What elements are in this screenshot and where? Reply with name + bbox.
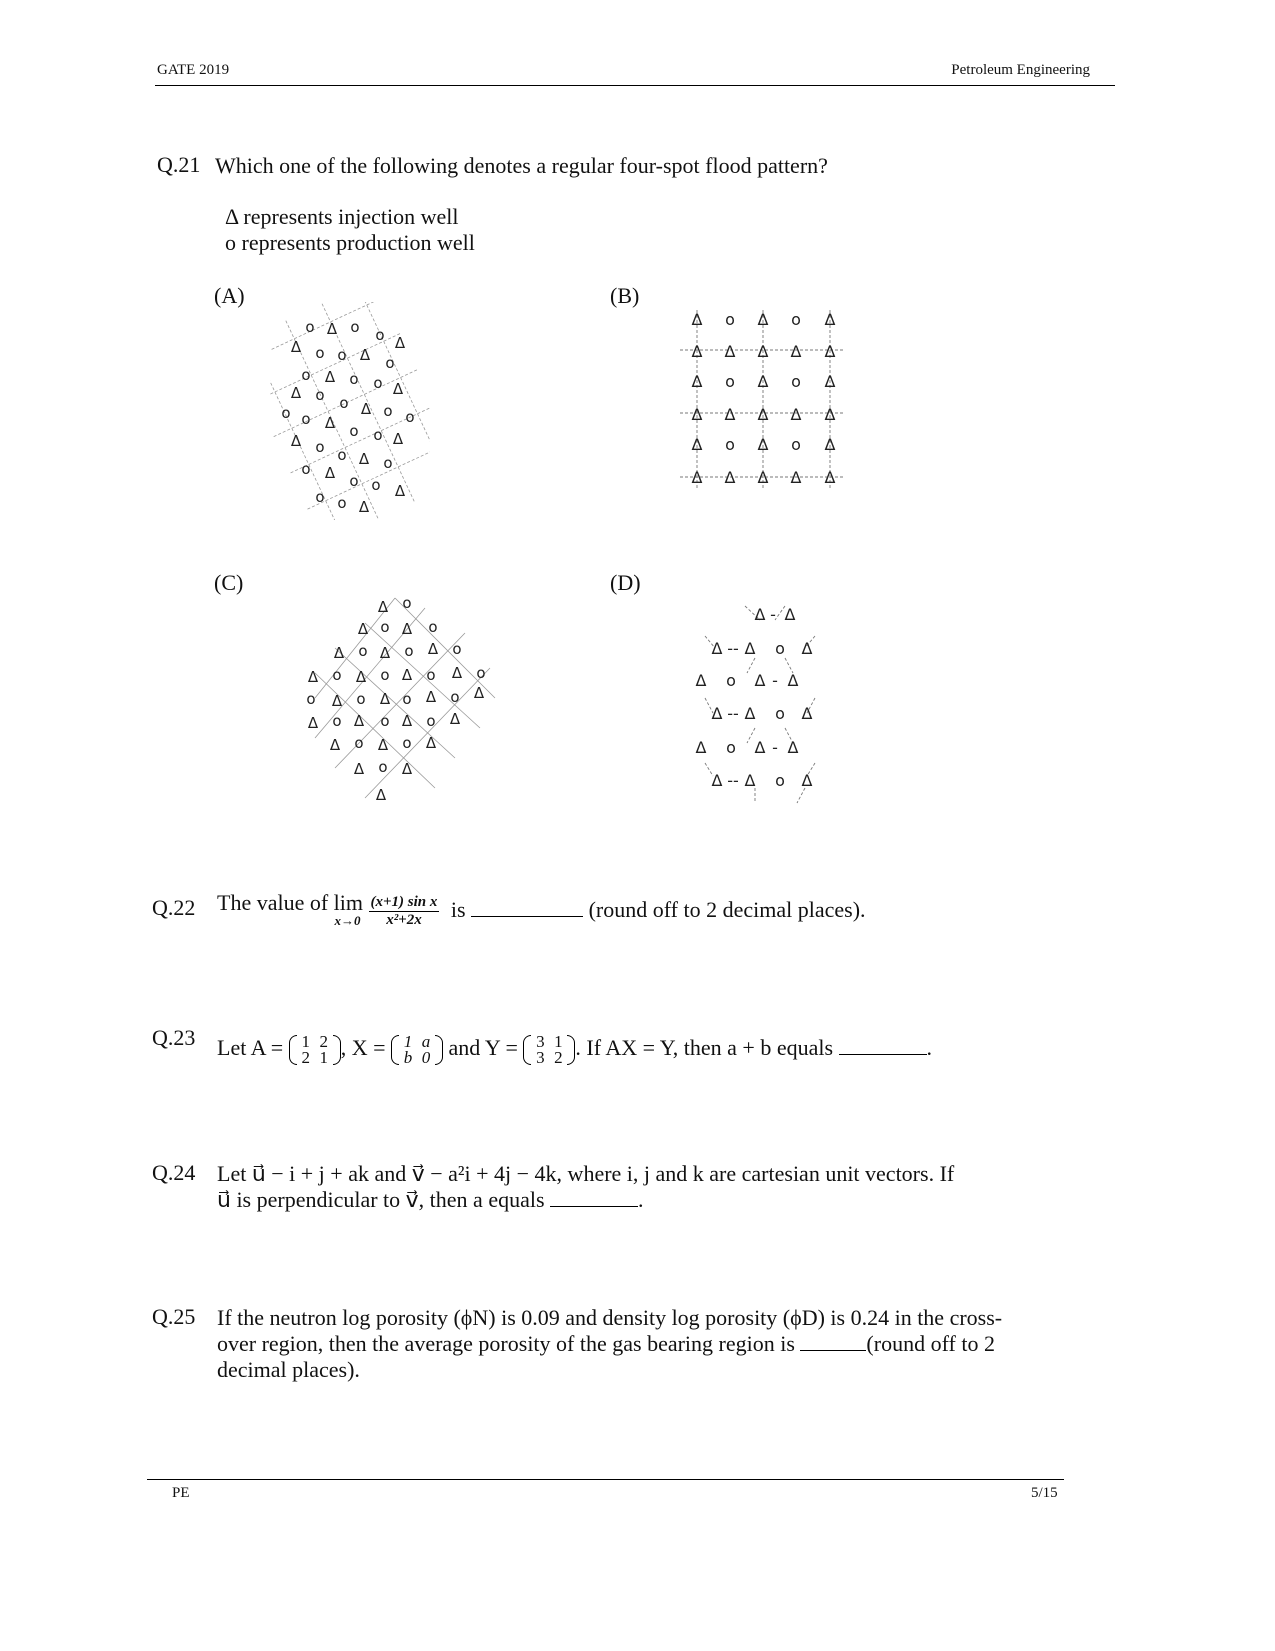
svg-text:Δ: Δ xyxy=(307,714,319,732)
svg-text:o: o xyxy=(428,618,438,636)
svg-text:o: o xyxy=(315,386,325,404)
svg-text:Δ: Δ xyxy=(375,786,387,804)
svg-text:Δ: Δ xyxy=(691,405,703,424)
svg-text:Δ: Δ xyxy=(691,468,703,487)
svg-text:Δ: Δ xyxy=(394,482,406,500)
q23-let-a: Let A = xyxy=(217,1035,284,1060)
svg-text:Δ: Δ xyxy=(824,405,836,424)
svg-text:o: o xyxy=(349,370,359,388)
q22-text xyxy=(217,890,866,930)
svg-text:o: o xyxy=(380,666,390,684)
svg-text:o: o xyxy=(452,640,462,658)
svg-text:o: o xyxy=(337,494,347,512)
svg-text:o: o xyxy=(358,642,368,660)
svg-text:o: o xyxy=(281,404,291,422)
svg-text:o: o xyxy=(375,326,385,344)
svg-text:--: -- xyxy=(727,771,739,790)
svg-text:o: o xyxy=(373,426,383,444)
svg-text:Δ: Δ xyxy=(744,639,756,658)
svg-text:Δ: Δ xyxy=(324,414,336,432)
svg-text:o: o xyxy=(426,712,436,730)
svg-text:Δ: Δ xyxy=(326,320,338,338)
svg-text:o: o xyxy=(791,372,801,391)
q23-answer-blank[interactable] xyxy=(839,1034,927,1055)
svg-text:Δ: Δ xyxy=(787,671,799,690)
svg-text:o: o xyxy=(306,690,316,708)
svg-text:Δ: Δ xyxy=(691,310,703,329)
svg-text:o: o xyxy=(350,318,360,336)
svg-text:Δ: Δ xyxy=(784,605,796,624)
q23-text xyxy=(217,1028,932,1068)
svg-text:Δ: Δ xyxy=(711,639,723,658)
svg-text:o: o xyxy=(383,454,393,472)
q21-text: Which one of the following denotes a regular four-spot flood pattern? xyxy=(215,153,828,178)
svg-text:Δ: Δ xyxy=(695,671,707,690)
pattern-b-diagram xyxy=(675,305,850,495)
svg-text:o: o xyxy=(775,704,785,723)
svg-text:Δ: Δ xyxy=(377,736,389,754)
svg-text:Δ: Δ xyxy=(355,668,367,686)
svg-text:o: o xyxy=(356,690,366,708)
svg-text:o: o xyxy=(315,488,325,506)
svg-text:Δ: Δ xyxy=(790,342,802,361)
q25-round-note: (round off to 2 xyxy=(866,1331,995,1356)
svg-text:Δ: Δ xyxy=(757,372,769,391)
exam-title: GATE 2019 xyxy=(157,62,230,78)
svg-text:Δ: Δ xyxy=(394,334,406,352)
svg-text:Δ: Δ xyxy=(290,338,302,356)
svg-text:Δ: Δ xyxy=(392,380,404,398)
svg-text:Δ: Δ xyxy=(307,668,319,686)
svg-text:o: o xyxy=(315,438,325,456)
q24-line2-text: u⃗ is perpendicular to v⃗, then a equals xyxy=(217,1187,545,1212)
svg-text:o: o xyxy=(305,318,315,336)
svg-text:Δ: Δ xyxy=(290,432,302,450)
q25-line2-text: over region, then the average porosity of the gas bearing region is xyxy=(217,1331,795,1356)
svg-text:Δ: Δ xyxy=(359,346,371,364)
svg-text:o: o xyxy=(476,664,486,682)
svg-text:Δ: Δ xyxy=(449,710,461,728)
svg-text:Δ: Δ xyxy=(724,468,736,487)
svg-text:Δ: Δ xyxy=(754,605,766,624)
option-a-label: (A) xyxy=(214,283,245,308)
svg-text:Δ: Δ xyxy=(401,760,413,778)
svg-text:o: o xyxy=(791,310,801,329)
q24-line1: Let u⃗ − i + j + ak and v⃗ − a²i + 4j − 4k, where i, j and k are cartesian unit vectors. If xyxy=(217,1161,955,1186)
q22-denominator: x²+2x xyxy=(386,912,422,929)
svg-text:o: o xyxy=(402,690,412,708)
q21-number: Q.21 xyxy=(157,152,201,177)
q24-line2 xyxy=(217,1186,644,1213)
q24-end: . xyxy=(638,1187,644,1212)
svg-text:Δ: Δ xyxy=(691,372,703,391)
svg-text:Δ: Δ xyxy=(333,644,345,662)
legend-injection: Δ represents injection well xyxy=(225,204,459,229)
svg-text:Δ: Δ xyxy=(425,734,437,752)
svg-text:o: o xyxy=(332,666,342,684)
page-number: 5/15 xyxy=(1031,1485,1058,1501)
svg-text:o: o xyxy=(725,310,735,329)
svg-text:Δ: Δ xyxy=(473,684,485,702)
option-d-label: (D) xyxy=(610,570,641,595)
q23-end: . xyxy=(926,1035,933,1060)
svg-text:Δ: Δ xyxy=(360,400,372,418)
q25-line3: decimal places). xyxy=(217,1357,360,1382)
svg-text:Δ: Δ xyxy=(757,310,769,329)
svg-text:Δ: Δ xyxy=(824,468,836,487)
q25-number: Q.25 xyxy=(152,1304,196,1329)
q25-line2 xyxy=(217,1330,995,1357)
svg-text:Δ: Δ xyxy=(353,712,365,730)
svg-text:Δ: Δ xyxy=(377,598,389,616)
svg-text:o: o xyxy=(332,712,342,730)
svg-text:o: o xyxy=(725,372,735,391)
svg-text:o: o xyxy=(339,394,349,412)
q22-answer-blank[interactable] xyxy=(471,896,583,917)
svg-text:Δ: Δ xyxy=(401,620,413,638)
q25-line1: If the neutron log porosity (ϕN) is 0.09 and density log porosity (ϕD) is 0.24 in the cross- xyxy=(217,1305,1003,1330)
svg-text:Δ: Δ xyxy=(427,640,439,658)
svg-text:Δ: Δ xyxy=(790,468,802,487)
q24-number: Q.24 xyxy=(152,1160,196,1185)
svg-text:Δ: Δ xyxy=(711,771,723,790)
q22-lim-sub: x→0 xyxy=(334,912,361,928)
svg-text:o: o xyxy=(405,408,415,426)
svg-text:--: -- xyxy=(727,704,739,723)
svg-text:Δ: Δ xyxy=(329,736,341,754)
svg-text:Δ: Δ xyxy=(824,342,836,361)
svg-text:Δ: Δ xyxy=(358,450,370,468)
svg-text:Δ: Δ xyxy=(801,704,813,723)
svg-text:Δ: Δ xyxy=(754,738,766,757)
q22-fraction xyxy=(369,894,440,929)
svg-text:Δ: Δ xyxy=(824,310,836,329)
svg-text:Δ: Δ xyxy=(451,664,463,682)
svg-text:Δ: Δ xyxy=(695,738,707,757)
svg-text:o: o xyxy=(380,618,390,636)
matrix-y: 3 1 3 2 xyxy=(523,1034,575,1066)
svg-text:o: o xyxy=(450,688,460,706)
svg-text:Δ: Δ xyxy=(290,384,302,402)
q25-answer-blank[interactable] xyxy=(800,1330,866,1351)
q23-x-eq: , X = xyxy=(340,1035,386,1060)
q24-answer-blank[interactable] xyxy=(550,1186,638,1207)
svg-text:Δ: Δ xyxy=(691,342,703,361)
svg-text:Δ: Δ xyxy=(358,498,370,516)
q22-round-note: (round off to 2 decimal places). xyxy=(588,897,866,922)
svg-text:Δ: Δ xyxy=(757,468,769,487)
svg-text:o: o xyxy=(385,354,395,372)
svg-text:Δ: Δ xyxy=(744,704,756,723)
svg-text:Δ: Δ xyxy=(357,620,369,638)
svg-text:Δ: Δ xyxy=(757,405,769,424)
svg-text:o: o xyxy=(775,639,785,658)
svg-text:o: o xyxy=(726,738,736,757)
svg-text:Δ: Δ xyxy=(801,639,813,658)
svg-text:Δ: Δ xyxy=(379,690,391,708)
svg-text:Δ: Δ xyxy=(401,712,413,730)
q22-number: Q.22 xyxy=(152,895,196,920)
option-c-label: (C) xyxy=(214,570,244,595)
svg-text:o: o xyxy=(378,758,388,776)
svg-text:o: o xyxy=(315,344,325,362)
pattern-c-diagram xyxy=(295,588,500,813)
svg-text:o: o xyxy=(301,460,311,478)
svg-text:Δ: Δ xyxy=(379,644,391,662)
svg-text:o: o xyxy=(354,734,364,752)
svg-text:o: o xyxy=(775,771,785,790)
paper-code: PE xyxy=(172,1485,190,1501)
svg-text:Δ: Δ xyxy=(724,342,736,361)
q22-is: is xyxy=(450,897,466,922)
svg-text:Δ: Δ xyxy=(754,671,766,690)
svg-text:o: o xyxy=(426,666,436,684)
pattern-d-diagram xyxy=(685,598,840,808)
svg-text:Δ: Δ xyxy=(790,405,802,424)
svg-text:o: o xyxy=(337,446,347,464)
svg-text:Δ: Δ xyxy=(787,738,799,757)
svg-text:-: - xyxy=(770,605,776,624)
header-rule xyxy=(155,85,1115,86)
svg-text:o: o xyxy=(383,402,393,420)
svg-text:Δ: Δ xyxy=(744,771,756,790)
svg-text:o: o xyxy=(371,476,381,494)
matrix-a: 1 2 2 1 xyxy=(289,1034,341,1066)
svg-text:o: o xyxy=(402,734,412,752)
svg-text:Δ: Δ xyxy=(324,464,336,482)
svg-text:Δ: Δ xyxy=(724,405,736,424)
svg-text:--: -- xyxy=(727,639,739,658)
q23-number: Q.23 xyxy=(152,1025,196,1050)
q23-condition: . If AX = Y, then a + b equals xyxy=(575,1035,834,1060)
footer-rule xyxy=(147,1479,1064,1480)
matrix-x: 1 a b 0 xyxy=(391,1034,443,1066)
pattern-a-diagram xyxy=(270,302,430,520)
svg-text:o: o xyxy=(373,374,383,392)
svg-text:Δ: Δ xyxy=(392,430,404,448)
svg-text:Δ: Δ xyxy=(401,666,413,684)
subject-title: Petroleum Engineering xyxy=(951,62,1090,78)
svg-text:Δ: Δ xyxy=(331,692,343,710)
svg-text:o: o xyxy=(301,366,311,384)
svg-text:o: o xyxy=(349,422,359,440)
svg-text:Δ: Δ xyxy=(425,688,437,706)
svg-text:o: o xyxy=(402,594,412,612)
q22-limit xyxy=(217,889,364,930)
svg-text:o: o xyxy=(791,435,801,454)
svg-text:Δ: Δ xyxy=(824,372,836,391)
svg-text:o: o xyxy=(349,472,359,490)
svg-text:o: o xyxy=(337,346,347,364)
svg-text:o: o xyxy=(725,435,735,454)
svg-text:Δ: Δ xyxy=(324,368,336,386)
svg-text:Δ: Δ xyxy=(711,704,723,723)
svg-text:Δ: Δ xyxy=(691,435,703,454)
svg-text:-: - xyxy=(772,671,778,690)
svg-text:-: - xyxy=(772,738,778,757)
q23-and-y: and Y = xyxy=(448,1035,518,1060)
option-b-label: (B) xyxy=(610,283,640,308)
svg-text:Δ: Δ xyxy=(801,771,813,790)
svg-text:Δ: Δ xyxy=(757,342,769,361)
svg-text:o: o xyxy=(380,712,390,730)
q22-lim-word: The value of lim xyxy=(217,889,364,915)
legend-production: o represents production well xyxy=(225,230,475,255)
q22-numerator: (x+1) sin x xyxy=(370,894,438,911)
svg-text:Δ: Δ xyxy=(353,760,365,778)
svg-text:Δ: Δ xyxy=(824,435,836,454)
svg-text:o: o xyxy=(726,671,736,690)
svg-text:o: o xyxy=(301,410,311,428)
svg-text:Δ: Δ xyxy=(757,435,769,454)
svg-text:o: o xyxy=(404,642,414,660)
